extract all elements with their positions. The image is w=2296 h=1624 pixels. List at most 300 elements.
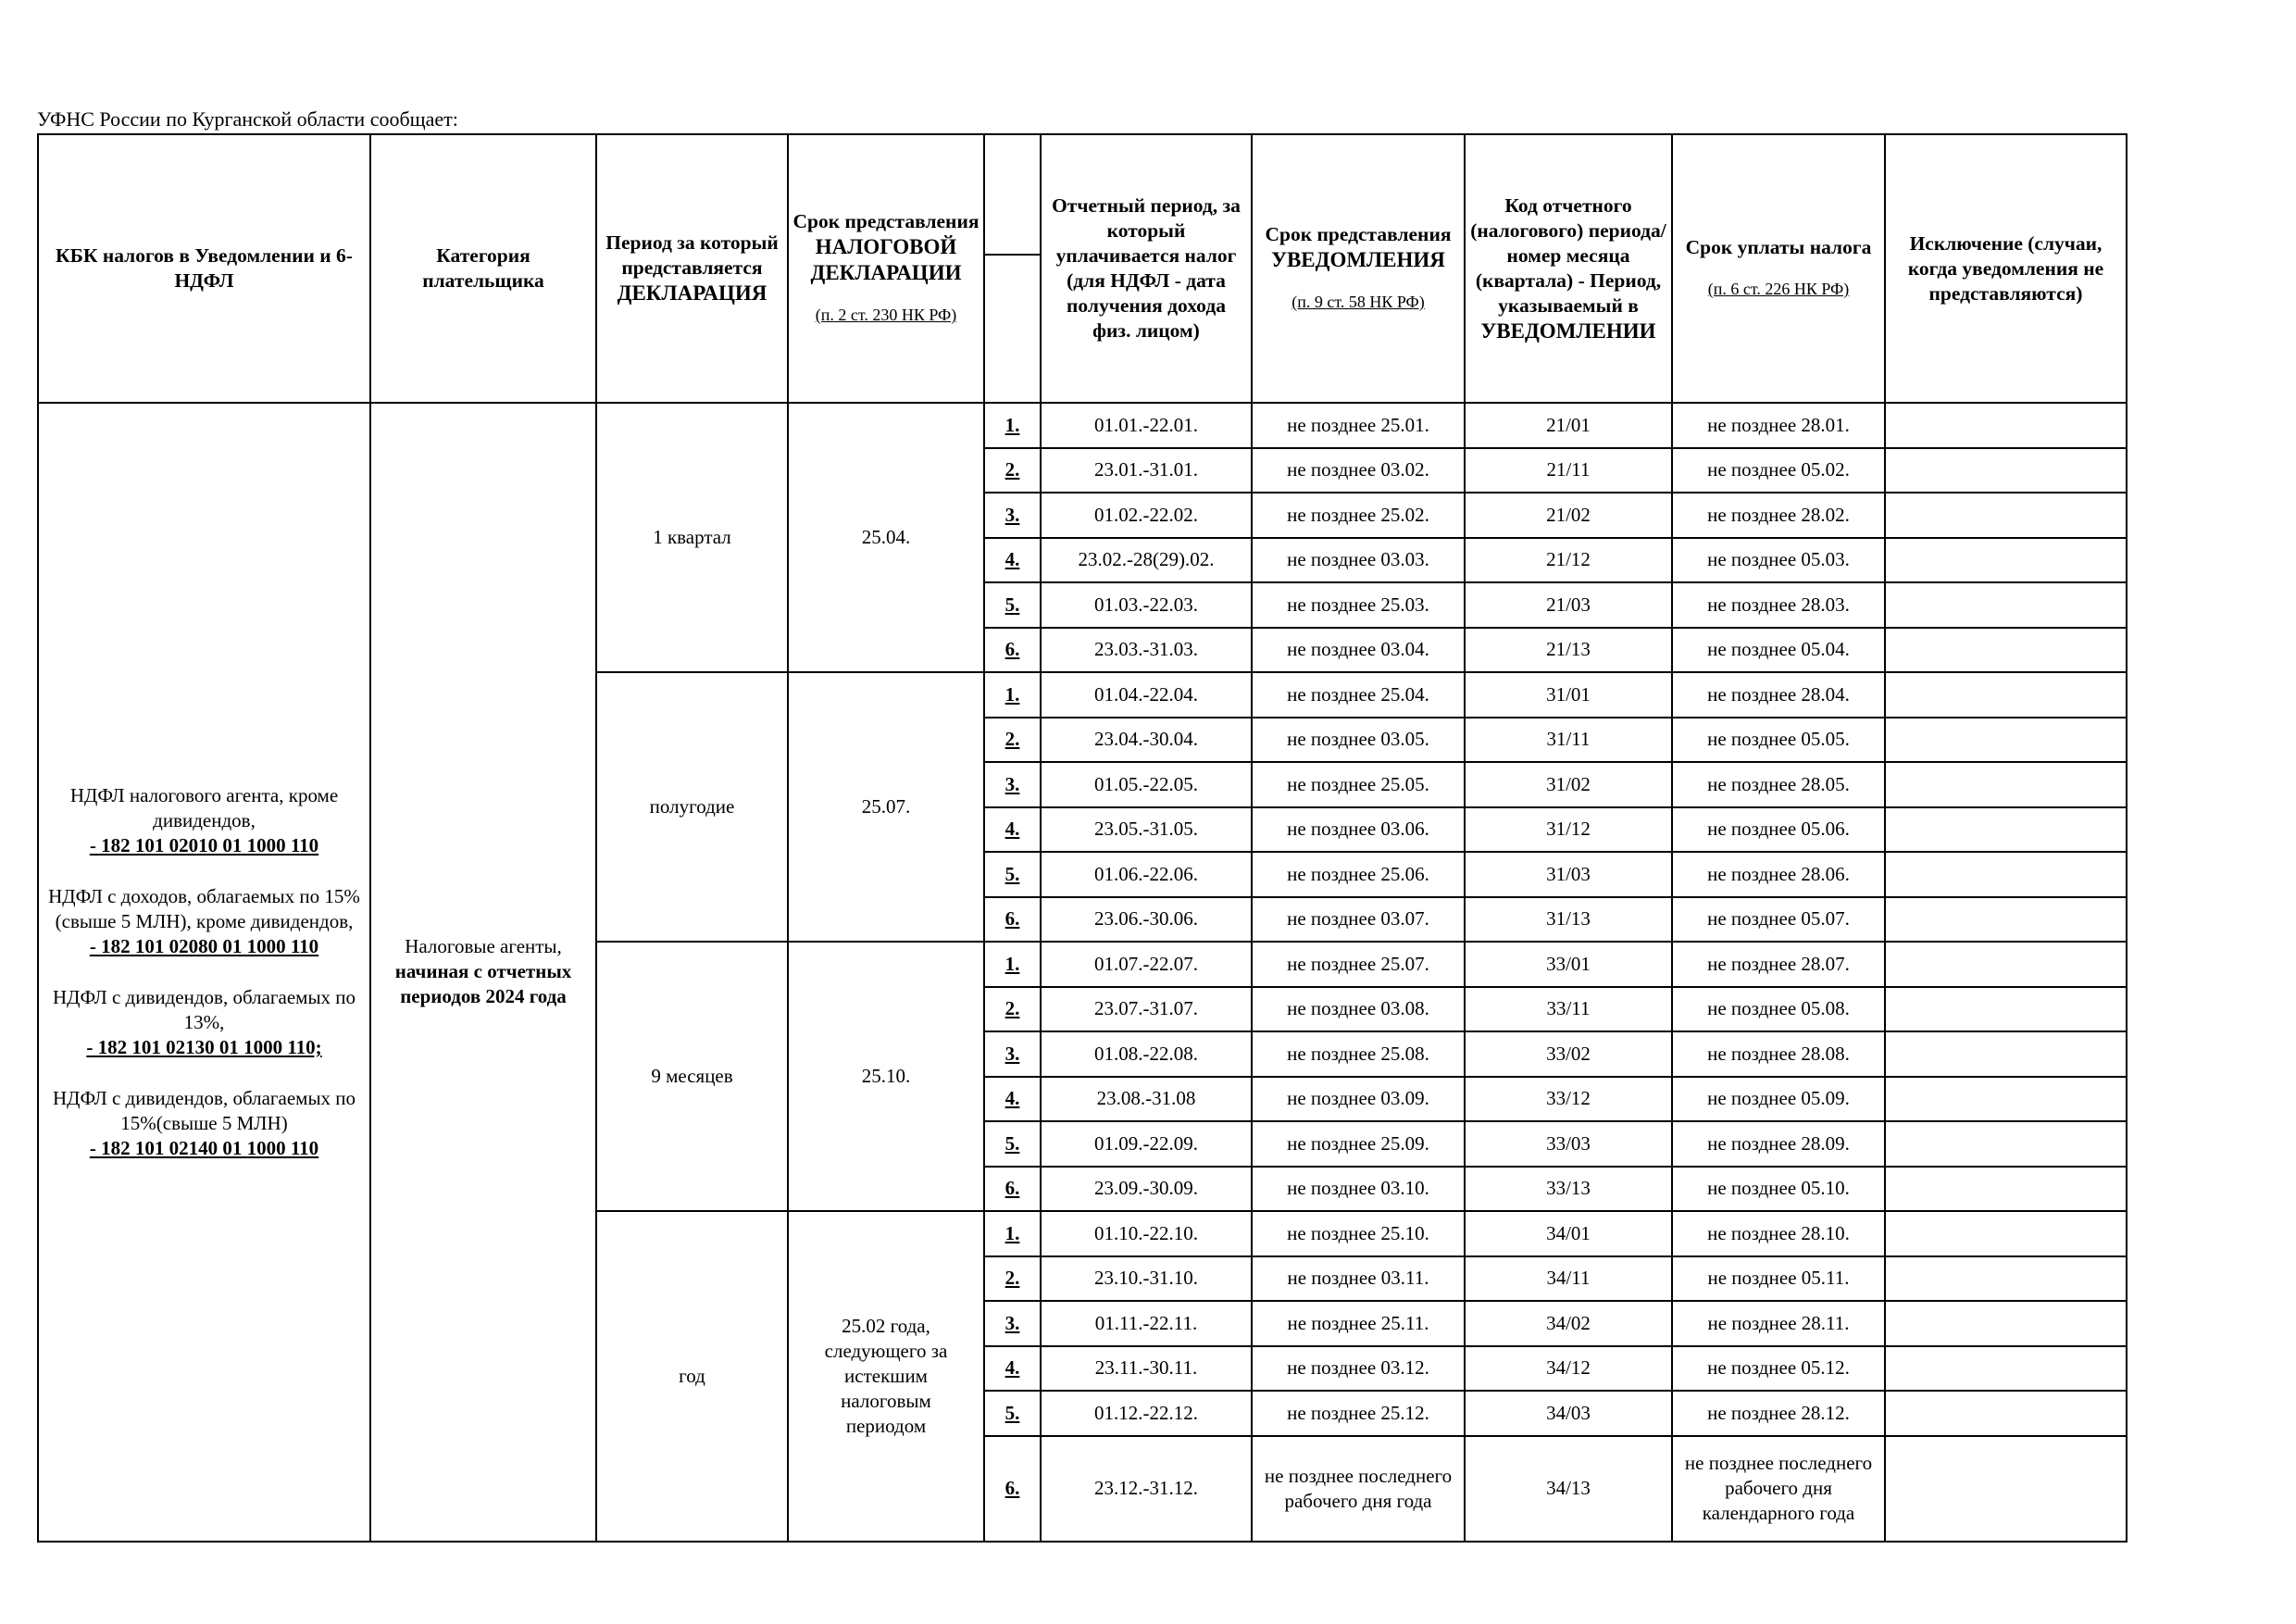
declaration-period: полугодие [596, 672, 788, 942]
period-code: 31/13 [1546, 907, 1591, 931]
period-code-cell [1465, 1391, 1672, 1436]
row-number-cell [984, 942, 1041, 987]
notice-deadline-cell [1252, 1077, 1465, 1122]
notice-deadline-cell [1252, 1121, 1465, 1167]
row-number: 4. [1004, 548, 1020, 571]
reporting-range-cell [1041, 1077, 1252, 1122]
payment-deadline-cell [1672, 1256, 1885, 1302]
exception-cell [1885, 1167, 2127, 1212]
reporting-range-cell [1041, 1211, 1252, 1256]
declaration-deadline: 25.10. [788, 942, 984, 1211]
exception-cell [1885, 1121, 2127, 1167]
payment-deadline: не позднее 05.06. [1707, 818, 1850, 841]
payer-category-line1: Налоговые агенты, [405, 935, 562, 958]
kbk-tax-name: НДФЛ с дивидендов, облагаемых по 15%(свыше 5 МЛН) [52, 1086, 356, 1134]
header-notice-deadline-text: Срок представления [1265, 223, 1452, 245]
payment-deadline: не позднее последнего рабочего дня календарного года [1684, 1452, 1873, 1524]
payment-deadline-cell [1672, 1301, 1885, 1346]
kbk-spacer [43, 1060, 366, 1086]
notice-deadline: не позднее 03.04. [1287, 638, 1429, 661]
notice-deadline: не позднее 25.01. [1287, 413, 1429, 436]
header-decl-deadline-caps: НАЛОГОВОЙ ДЕКЛАРАЦИИ [810, 235, 962, 284]
tax-schedule-table [37, 133, 2128, 1543]
reporting-range-cell [1041, 628, 1252, 673]
period-code: 33/13 [1546, 1177, 1591, 1200]
payment-deadline: не позднее 28.10. [1707, 1221, 1850, 1244]
reporting-range-cell [1041, 897, 1252, 943]
payment-deadline-cell [1672, 1346, 1885, 1392]
period-code-cell [1465, 987, 1672, 1032]
period-code: 31/01 [1546, 682, 1591, 706]
payment-deadline: не позднее 05.09. [1707, 1087, 1850, 1110]
row-number: 3. [1004, 1311, 1020, 1334]
reporting-range: 01.07.-22.07. [1094, 952, 1198, 975]
payment-deadline: не позднее 05.05. [1707, 728, 1850, 751]
exception-cell [1885, 762, 2127, 807]
payment-deadline-cell [1672, 1436, 1885, 1542]
row-number: 3. [1004, 503, 1020, 526]
header-exception: Исключение (случаи, когда уведомления не представляются) [1885, 134, 2127, 403]
period-code-cell [1465, 403, 1672, 448]
reporting-range: 01.05.-22.05. [1094, 772, 1198, 795]
notice-deadline-cell [1252, 672, 1465, 718]
row-number-cell [984, 1077, 1041, 1122]
row-number-cell [984, 852, 1041, 897]
header-decl-deadline [788, 134, 984, 403]
period-code-cell [1465, 582, 1672, 628]
payment-deadline-cell [1672, 672, 1885, 718]
notice-deadline: не позднее 25.05. [1287, 772, 1429, 795]
row-number-cell [984, 1121, 1041, 1167]
row-number-cell [984, 762, 1041, 807]
notice-deadline-cell [1252, 1346, 1465, 1392]
period-code: 34/11 [1546, 1267, 1591, 1290]
payment-deadline-cell [1672, 897, 1885, 943]
notice-deadline-cell [1252, 1301, 1465, 1346]
reporting-range: 23.02.-28(29).02. [1078, 548, 1215, 571]
period-code-cell [1465, 538, 1672, 583]
header-payment-deadline [1672, 134, 1885, 403]
row-number: 6. [1004, 638, 1020, 661]
period-code: 31/12 [1546, 818, 1591, 841]
payment-deadline: не позднее 28.01. [1707, 413, 1850, 436]
reporting-range-cell [1041, 1167, 1252, 1212]
notice-deadline: не позднее 25.06. [1287, 862, 1429, 885]
notice-deadline: не позднее 03.05. [1287, 728, 1429, 751]
row-number-cell [984, 1256, 1041, 1302]
reporting-range-cell [1041, 493, 1252, 538]
exception-cell [1885, 538, 2127, 583]
period-code-cell [1465, 628, 1672, 673]
notice-deadline-cell [1252, 448, 1465, 493]
notice-deadline: не позднее 03.03. [1287, 548, 1429, 571]
header-period-caps: ДЕКЛАРАЦИЯ [617, 281, 767, 305]
period-code: 34/13 [1546, 1477, 1591, 1499]
exception-cell [1885, 493, 2127, 538]
row-number: 5. [1004, 1131, 1020, 1155]
payer-category [370, 403, 596, 1542]
row-number: 5. [1004, 862, 1020, 885]
row-number: 6. [1004, 1477, 1020, 1499]
reporting-range-cell [1041, 672, 1252, 718]
period-code: 33/12 [1546, 1087, 1591, 1110]
row-number-cell [984, 1167, 1041, 1212]
period-code-cell [1465, 852, 1672, 897]
payment-deadline-cell [1672, 1391, 1885, 1436]
reporting-range-cell [1041, 762, 1252, 807]
declaration-period: 1 квартал [596, 403, 788, 672]
reporting-range-cell [1041, 538, 1252, 583]
header-notice-deadline-caps: УВЕДОМЛЕНИЯ [1271, 248, 1445, 271]
notice-deadline-cell [1252, 942, 1465, 987]
declaration-deadline: 25.07. [788, 672, 984, 942]
row-number-cell [984, 1436, 1041, 1542]
period-code-cell [1465, 1031, 1672, 1077]
exception-cell [1885, 448, 2127, 493]
reporting-range: 23.01.-31.01. [1094, 458, 1198, 481]
reporting-range-cell [1041, 1031, 1252, 1077]
header-notice-deadline [1252, 134, 1465, 403]
payment-deadline: не позднее 05.10. [1707, 1177, 1850, 1200]
notice-deadline: не позднее 25.02. [1287, 503, 1429, 526]
table-row [38, 403, 2127, 448]
payment-deadline-cell [1672, 762, 1885, 807]
reporting-range: 23.11.-30.11. [1094, 1356, 1198, 1380]
period-code-cell [1465, 1301, 1672, 1346]
payment-deadline-cell [1672, 1167, 1885, 1212]
payment-deadline: не позднее 28.06. [1707, 862, 1850, 885]
reporting-range: 23.06.-30.06. [1094, 907, 1198, 931]
notice-deadline: не позднее 25.03. [1287, 593, 1429, 616]
exception-cell [1885, 897, 2127, 943]
header-decl-deadline-ref: (п. 2 ст. 230 НК РФ) [815, 306, 957, 324]
header-row [38, 134, 2127, 255]
kbk-tax-name: НДФЛ с доходов, облагаемых по 15% (свыше 5 МЛН), кроме дивидендов, [48, 884, 360, 932]
row-number-cell [984, 807, 1041, 853]
period-code-cell [1465, 1167, 1672, 1212]
reporting-range: 23.04.-30.04. [1094, 728, 1198, 751]
exception-cell [1885, 1031, 2127, 1077]
header-period-text: Период за который представляется [605, 231, 779, 279]
payment-deadline: не позднее 28.05. [1707, 772, 1850, 795]
reporting-range-cell [1041, 1436, 1252, 1542]
exception-cell [1885, 672, 2127, 718]
exception-cell [1885, 807, 2127, 853]
notice-deadline: не позднее 25.04. [1287, 682, 1429, 706]
reporting-range: 23.09.-30.09. [1094, 1177, 1198, 1200]
notice-deadline-cell [1252, 807, 1465, 853]
row-number-cell [984, 672, 1041, 718]
declaration-period: 9 месяцев [596, 942, 788, 1211]
notice-deadline-cell [1252, 718, 1465, 763]
declaration-period: год [596, 1211, 788, 1542]
reporting-range-cell [1041, 403, 1252, 448]
notice-deadline-cell [1252, 1211, 1465, 1256]
exception-cell [1885, 1256, 2127, 1302]
payer-category-line2: начиная с отчетных периодов 2024 года [394, 960, 572, 1008]
period-code-cell [1465, 1121, 1672, 1167]
reporting-range-cell [1041, 1346, 1252, 1392]
notice-deadline-cell [1252, 493, 1465, 538]
period-code: 34/12 [1546, 1356, 1591, 1380]
period-code: 34/03 [1546, 1401, 1591, 1424]
payment-deadline: не позднее 28.11. [1707, 1311, 1850, 1334]
reporting-range: 01.03.-22.03. [1094, 593, 1198, 616]
payment-deadline-cell [1672, 942, 1885, 987]
reporting-range: 23.10.-31.10. [1094, 1267, 1198, 1290]
notice-deadline-cell [1252, 762, 1465, 807]
row-number: 4. [1004, 1356, 1020, 1380]
exception-cell [1885, 628, 2127, 673]
notice-deadline-cell [1252, 1167, 1465, 1212]
period-code: 21/12 [1546, 548, 1591, 571]
header-num-top [984, 134, 1041, 255]
period-code: 34/02 [1546, 1311, 1591, 1334]
period-code: 31/02 [1546, 772, 1591, 795]
reporting-range: 01.10.-22.10. [1094, 1221, 1198, 1244]
period-code: 21/02 [1546, 503, 1591, 526]
row-number-cell [984, 1211, 1041, 1256]
payment-deadline: не позднее 05.11. [1707, 1267, 1850, 1290]
exception-cell [1885, 987, 2127, 1032]
kbk-spacer [43, 858, 366, 884]
reporting-range: 23.03.-31.03. [1094, 638, 1198, 661]
row-number: 4. [1004, 1087, 1020, 1110]
notice-deadline-cell [1252, 852, 1465, 897]
period-code: 21/11 [1546, 458, 1591, 481]
exception-cell [1885, 1211, 2127, 1256]
payment-deadline: не позднее 05.04. [1707, 638, 1850, 661]
notice-deadline: не позднее 03.02. [1287, 458, 1429, 481]
period-code-cell [1465, 1436, 1672, 1542]
header-category: Категория плательщика [370, 134, 596, 403]
period-code: 21/13 [1546, 638, 1591, 661]
notice-deadline: не позднее 25.08. [1287, 1042, 1429, 1065]
period-code-cell [1465, 718, 1672, 763]
payment-deadline: не позднее 28.07. [1707, 952, 1850, 975]
kbk-tax-name: НДФЛ с дивидендов, облагаемых по 13%, [52, 985, 356, 1033]
row-number: 2. [1004, 1267, 1020, 1290]
exception-cell [1885, 582, 2127, 628]
reporting-range-cell [1041, 1121, 1252, 1167]
reporting-range: 01.09.-22.09. [1094, 1131, 1198, 1155]
notice-deadline: не позднее 25.07. [1287, 952, 1429, 975]
reporting-range: 23.08.-31.08 [1096, 1087, 1196, 1110]
notice-deadline-cell [1252, 538, 1465, 583]
payment-deadline: не позднее 28.09. [1707, 1131, 1850, 1155]
period-code: 33/03 [1546, 1131, 1591, 1155]
reporting-range: 01.08.-22.08. [1094, 1042, 1198, 1065]
notice-deadline-cell [1252, 987, 1465, 1032]
reporting-range: 01.01.-22.01. [1094, 413, 1198, 436]
row-number-cell [984, 493, 1041, 538]
reporting-range-cell [1041, 942, 1252, 987]
payment-deadline: не позднее 28.12. [1707, 1401, 1850, 1424]
row-number-cell [984, 448, 1041, 493]
payment-deadline-cell [1672, 1121, 1885, 1167]
period-code: 21/03 [1546, 593, 1591, 616]
notice-deadline: не позднее последнего рабочего дня года [1264, 1464, 1453, 1512]
row-number-cell [984, 403, 1041, 448]
period-code: 31/11 [1546, 728, 1591, 751]
notice-deadline: не позднее 25.09. [1287, 1131, 1429, 1155]
row-number-cell [984, 628, 1041, 673]
kbk-description [38, 403, 370, 1542]
exception-cell [1885, 942, 2127, 987]
notice-deadline: не позднее 03.10. [1287, 1177, 1429, 1200]
exception-cell [1885, 1436, 2127, 1542]
payment-deadline: не позднее 05.02. [1707, 458, 1850, 481]
payment-deadline: не позднее 05.03. [1707, 548, 1850, 571]
notice-deadline: не позднее 25.10. [1287, 1221, 1429, 1244]
payment-deadline-cell [1672, 448, 1885, 493]
kbk-code: - 182 101 02080 01 1000 110 [89, 934, 319, 957]
exception-cell [1885, 718, 2127, 763]
kbk-tax-name: НДФЛ налогового агента, кроме дивидендов, [69, 783, 339, 831]
exception-cell [1885, 852, 2127, 897]
notice-deadline: не позднее 03.07. [1287, 907, 1429, 931]
notice-deadline-cell [1252, 1256, 1465, 1302]
period-code: 33/02 [1546, 1042, 1591, 1065]
period-code-cell [1465, 807, 1672, 853]
reporting-range: 23.05.-31.05. [1094, 818, 1198, 841]
notice-deadline: не позднее 25.11. [1287, 1311, 1429, 1334]
exception-cell [1885, 1391, 2127, 1436]
period-code-cell [1465, 493, 1672, 538]
row-number: 1. [1004, 682, 1020, 706]
notice-deadline-cell [1252, 1391, 1465, 1436]
row-number: 6. [1004, 907, 1020, 931]
intro-text: УФНС России по Курганской области сообщает: [37, 107, 458, 131]
row-number: 1. [1004, 1221, 1020, 1244]
reporting-range-cell [1041, 1391, 1252, 1436]
reporting-range: 23.07.-31.07. [1094, 997, 1198, 1020]
row-number: 3. [1004, 772, 1020, 795]
payment-deadline-cell [1672, 987, 1885, 1032]
reporting-range: 01.06.-22.06. [1094, 862, 1198, 885]
header-code [1465, 134, 1672, 403]
reporting-range-cell [1041, 718, 1252, 763]
row-number: 4. [1004, 818, 1020, 841]
payment-deadline-cell [1672, 1031, 1885, 1077]
period-code-cell [1465, 1077, 1672, 1122]
payment-deadline-cell [1672, 403, 1885, 448]
period-code-cell [1465, 1256, 1672, 1302]
payment-deadline-cell [1672, 538, 1885, 583]
row-number-cell [984, 897, 1041, 943]
exception-cell [1885, 403, 2127, 448]
period-code-cell [1465, 672, 1672, 718]
period-code-cell [1465, 448, 1672, 493]
payment-deadline-cell [1672, 582, 1885, 628]
row-number-cell [984, 987, 1041, 1032]
payment-deadline-cell [1672, 852, 1885, 897]
kbk-spacer [43, 959, 366, 985]
kbk-code: - 182 101 02140 01 1000 110 [89, 1136, 319, 1159]
header-period [596, 134, 788, 403]
exception-cell [1885, 1301, 2127, 1346]
row-number: 1. [1004, 413, 1020, 436]
notice-deadline: не позднее 03.08. [1287, 997, 1429, 1020]
header-notice-deadline-ref: (п. 9 ст. 58 НК РФ) [1292, 293, 1425, 311]
reporting-range: 01.04.-22.04. [1094, 682, 1198, 706]
row-number-cell [984, 718, 1041, 763]
notice-deadline: не позднее 03.11. [1287, 1267, 1429, 1290]
header-code-text: Код отчетного (налогового) периода/номер месяца (квартала) - Период, указываемый в [1470, 194, 1666, 317]
row-number: 2. [1004, 728, 1020, 751]
reporting-range-cell [1041, 852, 1252, 897]
row-number: 1. [1004, 952, 1020, 975]
reporting-range-cell [1041, 448, 1252, 493]
period-code-cell [1465, 762, 1672, 807]
period-code-cell [1465, 1346, 1672, 1392]
exception-cell [1885, 1077, 2127, 1122]
reporting-range-cell [1041, 807, 1252, 853]
kbk-code: - 182 101 02010 01 1000 110 [89, 833, 319, 856]
period-code: 21/01 [1546, 413, 1591, 436]
table-body [38, 403, 2127, 1542]
row-number-cell [984, 1346, 1041, 1392]
reporting-range: 01.02.-22.02. [1094, 503, 1198, 526]
period-code: 34/01 [1546, 1221, 1591, 1244]
exception-cell [1885, 1346, 2127, 1392]
payment-deadline: не позднее 28.02. [1707, 503, 1850, 526]
payment-deadline-cell [1672, 493, 1885, 538]
payment-deadline-cell [1672, 807, 1885, 853]
payment-deadline: не позднее 28.04. [1707, 682, 1850, 706]
row-number-cell [984, 1301, 1041, 1346]
row-number-cell [984, 538, 1041, 583]
row-number-cell [984, 1031, 1041, 1077]
row-number: 3. [1004, 1042, 1020, 1065]
row-number: 6. [1004, 1177, 1020, 1200]
payment-deadline: не позднее 28.03. [1707, 593, 1850, 616]
period-code: 33/01 [1546, 952, 1591, 975]
reporting-range: 23.12.-31.12. [1094, 1477, 1198, 1499]
payment-deadline: не позднее 05.08. [1707, 997, 1850, 1020]
payment-deadline-cell [1672, 718, 1885, 763]
payment-deadline-cell [1672, 628, 1885, 673]
payment-deadline-cell [1672, 1211, 1885, 1256]
reporting-range-cell [1041, 1256, 1252, 1302]
row-number: 5. [1004, 593, 1020, 616]
notice-deadline: не позднее 03.12. [1287, 1356, 1429, 1380]
reporting-range-cell [1041, 582, 1252, 628]
period-code: 31/03 [1546, 862, 1591, 885]
header-payment-deadline-ref: (п. 6 ст. 226 НК РФ) [1707, 280, 1850, 298]
notice-deadline-cell [1252, 897, 1465, 943]
row-number-cell [984, 582, 1041, 628]
payment-deadline: не позднее 05.07. [1707, 907, 1850, 931]
reporting-range: 01.11.-22.11. [1094, 1311, 1198, 1334]
payment-deadline-cell [1672, 1077, 1885, 1122]
header-payment-deadline-text: Срок уплаты налога [1685, 236, 1872, 258]
row-number: 2. [1004, 997, 1020, 1020]
row-number: 5. [1004, 1401, 1020, 1424]
row-number-cell [984, 1391, 1041, 1436]
row-number: 2. [1004, 458, 1020, 481]
reporting-range-cell [1041, 987, 1252, 1032]
period-code: 33/11 [1546, 997, 1591, 1020]
notice-deadline-cell [1252, 582, 1465, 628]
reporting-range-cell [1041, 1301, 1252, 1346]
notice-deadline: не позднее 03.09. [1287, 1087, 1429, 1110]
period-code-cell [1465, 1211, 1672, 1256]
reporting-range: 01.12.-22.12. [1094, 1401, 1198, 1424]
notice-deadline-cell [1252, 1436, 1465, 1542]
header-code-caps: УВЕДОМЛЕНИИ [1480, 319, 1656, 343]
kbk-code: - 182 101 02130 01 1000 110; [86, 1035, 322, 1058]
